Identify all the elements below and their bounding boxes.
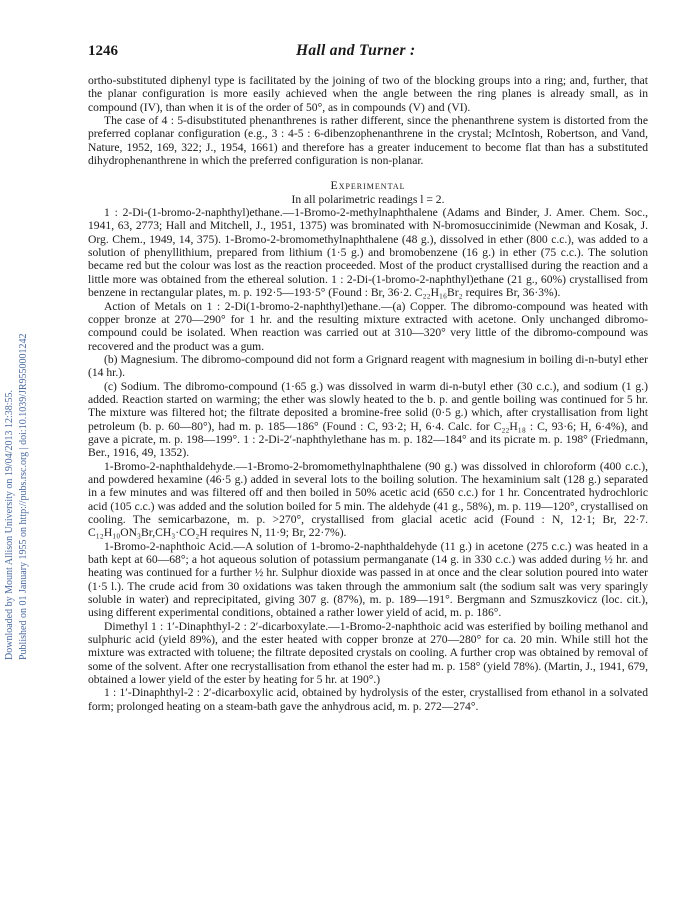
paragraph-dicarboxylic-acid: 1 : 1′-Dinaphthyl-2 : 2′-dicarboxylic acid, obtained by hydrolysis of the ester, crystallised from ethanol in a solvated form; prolonged heating on a steam-bath gave the anhydrous acid, m. p. 272—274°.: [88, 686, 648, 713]
page-number: 1246: [88, 43, 118, 59]
paragraph-action-of-metals: Action of Metals on 1 : 2-Di(1-bromo-2-naphthyl)ethane.—(a) Copper. The dibromo-compound was heated with copper bronze at 270—290° for 1 hr. and the resulting mixture extracted with acetone. Only unchanged dibromo-compound could be isolated. When reaction was carried out at 310—320° very little of the dibromo-compound was recovered and the product was a gum.: [88, 299, 648, 353]
page-header: [88, 44, 648, 66]
download-watermark: [2, 150, 36, 660]
paragraph-naphthoic-acid: 1-Bromo-2-naphthoic Acid.—A solution of 1-bromo-2-naphthaldehyde (11 g.) in acetone (275 c.c.) was heated in a bath kept at 60—68°; a hot aqueous solution of potassium permanganate (14 g. in 330 c.c.) was added during ½ hr. and heating was continued for a further ½ hr. Sulphur dioxide was passed in at once and the clear solution poured into water (1·5 l.). The crude acid from 30 oxidations was taken through the ammonium salt (the sodium salt was very sparingly soluble in water) and reprecipitated, giving 307 g. (87%), m. p. 189—191°. Bergmann and Szmuszkovicz (loc. cit.), using different experimental conditions, obtained a rather lower yield of acid, m. p. 186°.: [88, 539, 648, 620]
paper-page: [88, 44, 648, 713]
paragraph-phenanthrenes: The case of 4 : 5-disubstituted phenanthrenes is rather different, since the phenanthrene system is distorted from the preferred coplanar configuration (e.g., 3 : 4-5 : 6-dibenzophenanthrene in the crystal; McIntosh, Robertson, and Vand, Nature, 1952, 169, 322; J., 1954, 1661) and therefore has a greater inducement to become flat than has a substituted dihydrophenanthrene in which the preferred configuration is non-planar.: [88, 114, 648, 168]
paragraph-sodium: (c) Sodium. The dibromo-compound (1·65 g.) was dissolved in warm di-n-butyl ether (30 c.c.), and sodium (1 g.) added. Reaction started on warming; the ether was slowly heated to the b. p. and gentle boiling was continued for 5 hr. The mixture was filtered hot; the filtrate deposited a bromine-free solid (0·5 g.) which, after crystallisation from light petroleum (b. p. 60—80°), had m. p. 185—186° (Found : C, 93·2; H, 6·4. Calc. for C₂₂H₁₈ : C, 93·6; H, 6·4%), and gave a picrate, m. p. 198—199°. 1 : 2-Di-2′-naphthylethane has m. p. 182—184° and its picrate m. p. 198° (Friedmann, Ber., 1916, 49, 1352).: [88, 379, 648, 460]
downloaded-notice: Downloaded by Mount Allison University on 19/04/2013 12:38:55.: [4, 390, 15, 660]
paragraph-dimethyl-ester: Dimethyl 1 : 1′-Dinaphthyl-2 : 2′-dicarboxylate.—1-Bromo-2-naphthoic acid was esterified by boiling methanol and sulphuric acid (yield 89%), and the ester heated with copper bronze at 270—280° for ca. 20 min. While still hot the mixture was extracted with toluene; the filtrate deposited crystals on cooling. A further crop was obtained by removal of some of the solvent. After one recrystallisation from ethanol the ester had m. p. 158° (yield 78%). (Martin, J., 1941, 679, obtained a lower yield of the ester by heating for 5 hr. at 190°.): [88, 619, 648, 687]
running-title: Hall and Turner :: [296, 42, 416, 59]
section-heading-experimental: Experimental: [330, 178, 406, 193]
polarimetric-note: In all polarimetric readings l = 2.: [291, 192, 445, 206]
published-notice: Published on 01 January 1955 on http://pubs.rsc.org | doi:10.1039/JR9550001242: [18, 333, 29, 660]
paragraph-magnesium: (b) Magnesium. The dibromo-compound did not form a Grignard reagent with magnesium in boiling di-n-butyl ether (14 hr.).: [88, 352, 648, 380]
paragraph-dibromoethane: 1 : 2-Di-(1-bromo-2-naphthyl)ethane.—1-Bromo-2-methylnaphthalene (Adams and Binder, J. Amer. Chem. Soc., 1941, 63, 2773; Hall and Mitchell, J., 1951, 1375) was brominated with N-bromosuccinimide (Newman and Kosak, J. Org. Chem., 1949, 14, 375). 1-Bromo-2-bromomethylnaphthalene (48 g.), dissolved in ether (800 c.c.), was added to a solution of phenyllithium, prepared from lithium (1·5 g.) and bromobenzene (16 g.) in ether (75 c.c.). The solution became red but the colour was lost as the reaction proceeded. Most of the product crystallised during the reaction and a little more was obtained from the ethereal solution. 1 : 2-Di-(1-bromo-2-naphthyl)ethane (21 g., 60%) crystallised from benzene in rectangular plates, m. p. 192·5—193·5° (Found : Br, 36·2. C₂₂H₁₆Br₂ requires Br, 36·3%).: [88, 206, 648, 300]
paragraph-naphthaldehyde: 1-Bromo-2-naphthaldehyde.—1-Bromo-2-bromomethylnaphthalene (90 g.) was dissolved in chloroform (400 c.c.), and powdered hexamine (46·5 g.) added in several lots to the boiling solution. The hexaminium salt (128 g.) separated in a few minutes and was filtered off and then boiled in 50% acetic acid (650 c.c.) for 1 hr. Concentrated hydrochloric acid (105 c.c.) was added and the solution boiled for 5 min. The aldehyde (41 g., 58%), m. p. 119—120°, crystallised on cooling. The semicarbazone, m. p. >270°, crystallised from glacial acetic acid (Found : N, 12·1; Br, 22·7. C₁₂H₁₀ON₃Br,CH₃·CO₂H requires N, 11·9; Br, 22·7%).: [88, 459, 648, 540]
paragraph-continuation: ortho-substituted diphenyl type is facilitated by the joining of two of the blocking groups into a ring; and, further, that the planar configuration is more easily achieved when the angle between the ring planes is already small, as in compound (IV), than when it is of the order of 50°, as in compounds (V) and (VI).: [88, 74, 648, 114]
